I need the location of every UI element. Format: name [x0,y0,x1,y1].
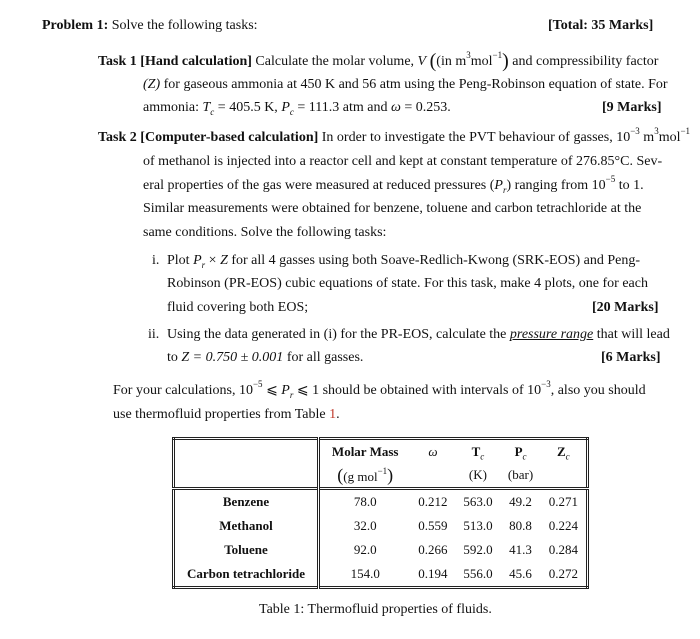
header-omega: ω [428,443,438,459]
task2-line3: eral properties of the gas were measured at reduced pressures $(P_r)$ ranging from $10^{-5}$ to 1. [143,174,644,195]
task1-line1: Task 1 [Hand calculation] Calculate the molar volume, V ((in $m^3mol^{-1}$) and compressibility factor [98,50,659,72]
table-row [174,538,588,562]
row-name: Carbon tetrachloride [174,562,319,588]
problem-label: Problem 1: [42,18,109,33]
subtask-i-text: for all 4 gasses using both Soave-Redlich-Kwong (SRK-EOS) and Peng- [231,253,641,268]
row-omega: 0.194 [418,566,448,581]
note-exp2: −3 [541,379,551,390]
subtask-ii-line1 [167,326,670,344]
task2-exp: −3 [630,126,640,137]
task1-marks: [9 Marks] [602,100,662,115]
row-molar-mass: 92.0 [353,542,377,557]
task2-line1: Task 2 [Computer-based calculation] In order to investigate the PVT behaviour of gasses, $10^{-3}$ $m^3mol^{-1}$ [98,126,691,145]
omega-value: = 0.253. [404,100,451,115]
row-omega: 0.559 [418,518,448,533]
table-caption: Table 1: Thermofluid properties of fluids. [259,602,492,617]
row-tc: 556.0 [463,566,493,581]
thermofluid-table [172,437,589,589]
unit-mol: mol [470,54,493,69]
volume-symbol: V [417,54,427,69]
subtask-ii-line2 [167,349,363,367]
problem-total: [Total: 35 Marks] [548,18,654,33]
pc-symbol: P [281,100,290,115]
problem-header [42,17,258,35]
unit-omega [410,463,455,489]
unit-g-mol: (g mol [343,468,378,484]
unit-molar-mass: ((g mol$^{-1}$) [337,464,394,485]
row-pc: 80.8 [509,518,532,533]
header-pc-label: P [514,443,523,459]
table-unit-row [174,463,588,489]
task1-text-b: and compressibility factor [512,54,659,69]
row-tc: 513.0 [463,518,493,533]
row-pc: 49.2 [500,489,540,515]
table-row [174,514,588,538]
pressure-range-link[interactable]: pressure range [509,327,594,342]
subtask-i-line3: fluid covering both EOS; [167,300,309,315]
row-zc: 0.284 [548,542,578,557]
task2-line5: same conditions. Solve the following tasks: [143,225,387,240]
note-exp: −5 [252,379,263,390]
unit-open: (in m [436,54,467,69]
note-line2 [113,406,340,424]
header-zc-label: Z [556,443,566,459]
row-name: Benzene [174,489,319,515]
note-period: . [336,407,340,422]
task2-line3-range: ranging from 10 [514,178,606,193]
subtask-ii-text-b: that will lead [596,327,670,342]
unit-pc: (bar) [507,467,534,482]
row-zc: 0.224 [548,518,578,533]
task2-line3-end: to 1. [618,178,644,193]
task2-label: Task 2 [98,130,137,145]
note-line2-text: use thermofluid properties from Table [113,407,326,422]
tc-value: = 405.5 K, [217,100,278,115]
z-equation: Z = 0.750 ± 0.001 [181,350,284,365]
row-molar-mass: 32.0 [353,518,377,533]
unit-empty [174,463,319,489]
row-zc: 0.272 [548,566,578,581]
task1-line3: ammonia: $T_c = 405.5$ K, $P_c = 111.3$ atm and ω = 0.253. [143,100,451,117]
subtask-ii-number: ii. [148,327,160,342]
subtask-i-number: i. [152,253,160,268]
row-pc: 45.6 [509,566,532,581]
task1-tag: [Hand calculation] [140,54,252,69]
unit-tc: (K) [468,467,487,482]
row-molar-mass: 78.0 [319,489,411,515]
task2-line3-exp: −5 [605,174,616,185]
omega-symbol: ω [390,100,401,115]
header-empty [174,439,319,464]
unit-zc [541,463,588,489]
subtask-ii-to: to [167,350,178,365]
row-pc: 41.3 [509,542,532,557]
task2-tag: [Computer-based calculation] [140,130,319,145]
task2-line2: of methanol is injected into a reactor cell and kept at constant temperature of 276.85°C. Sev- [143,154,663,169]
unit-close: ) [387,464,394,485]
table-reference-link[interactable]: 1 [329,407,337,422]
tc-symbol: T [202,100,211,115]
row-tc: 563.0 [455,489,500,515]
header-tc: $T_c$ [471,443,485,462]
header-pc: $P_c$ [514,443,527,462]
note-text-b: should be obtained with intervals of 10 [322,383,542,398]
subtask-i-line2: Robinson (PR-EOS) cubic equations of state. For this task, make 4 plots, one for each [167,276,648,291]
subtask-i-marks: [20 Marks] [592,300,659,315]
ammonia-label: ammonia: [143,100,199,115]
note-text-c: , also you should [550,383,646,398]
note-line1: For your calculations, $10^{-5}$ ⩽ $P_r$ ⩽ 1 should be obtained with intervals of $10^{-3}$, also you should [113,379,646,400]
row-omega: 0.266 [418,542,448,557]
task2-line4: Similar measurements were obtained for benzene, toluene and carbon tetrachloride at the [143,201,642,216]
table-header-row [174,439,588,464]
note-text-a: For your calculations, 10 [113,383,253,398]
table-row [174,562,588,588]
row-zc: 0.271 [541,489,588,515]
task1-label: Task 1 [98,54,137,69]
header-zc: $Z_c$ [556,443,570,462]
task1-line2 [143,76,668,94]
task2-unit-m: m [643,130,655,145]
row-molar-mass: 154.0 [350,566,380,581]
problem-instruction: Solve the following tasks: [111,18,258,33]
task2-unit-mol: mol [658,130,681,145]
header-tc-label: T [471,443,481,459]
row-tc: 592.0 [463,542,493,557]
subtask-ii-end: for all gasses. [286,350,364,365]
row-omega: 0.212 [410,489,455,515]
pc-value: = 111.3 atm and [297,100,388,115]
subtask-ii-marks: [6 Marks] [601,350,661,365]
task2-line1-text: In order to investigate the PVT behaviour of gasses, 10 [321,130,631,145]
row-name: Toluene [174,538,319,562]
table-row [174,489,588,515]
subtask-ii-text: Using the data generated in (i) for the PR-EOS, calculate the [167,327,507,342]
row-name: Methanol [174,514,319,538]
header-molar-mass: Molar Mass [331,443,399,459]
z-symbol: (Z) [143,77,161,92]
task2-line3-text: eral properties of the gas were measured at reduced pressures [143,178,487,193]
subtask-i-plot: Plot [167,253,190,268]
task1-text: Calculate the molar volume, [255,54,415,69]
task1-line2-text: for gaseous ammonia at 450 K and 56 atm using the Peng-Robinson equation of state. For [163,77,668,92]
subtask-i-line1: Plot $P_r \times Z$ for all 4 gasses using both Soave-Redlich-Kwong (SRK-EOS) and Peng- [167,253,641,270]
